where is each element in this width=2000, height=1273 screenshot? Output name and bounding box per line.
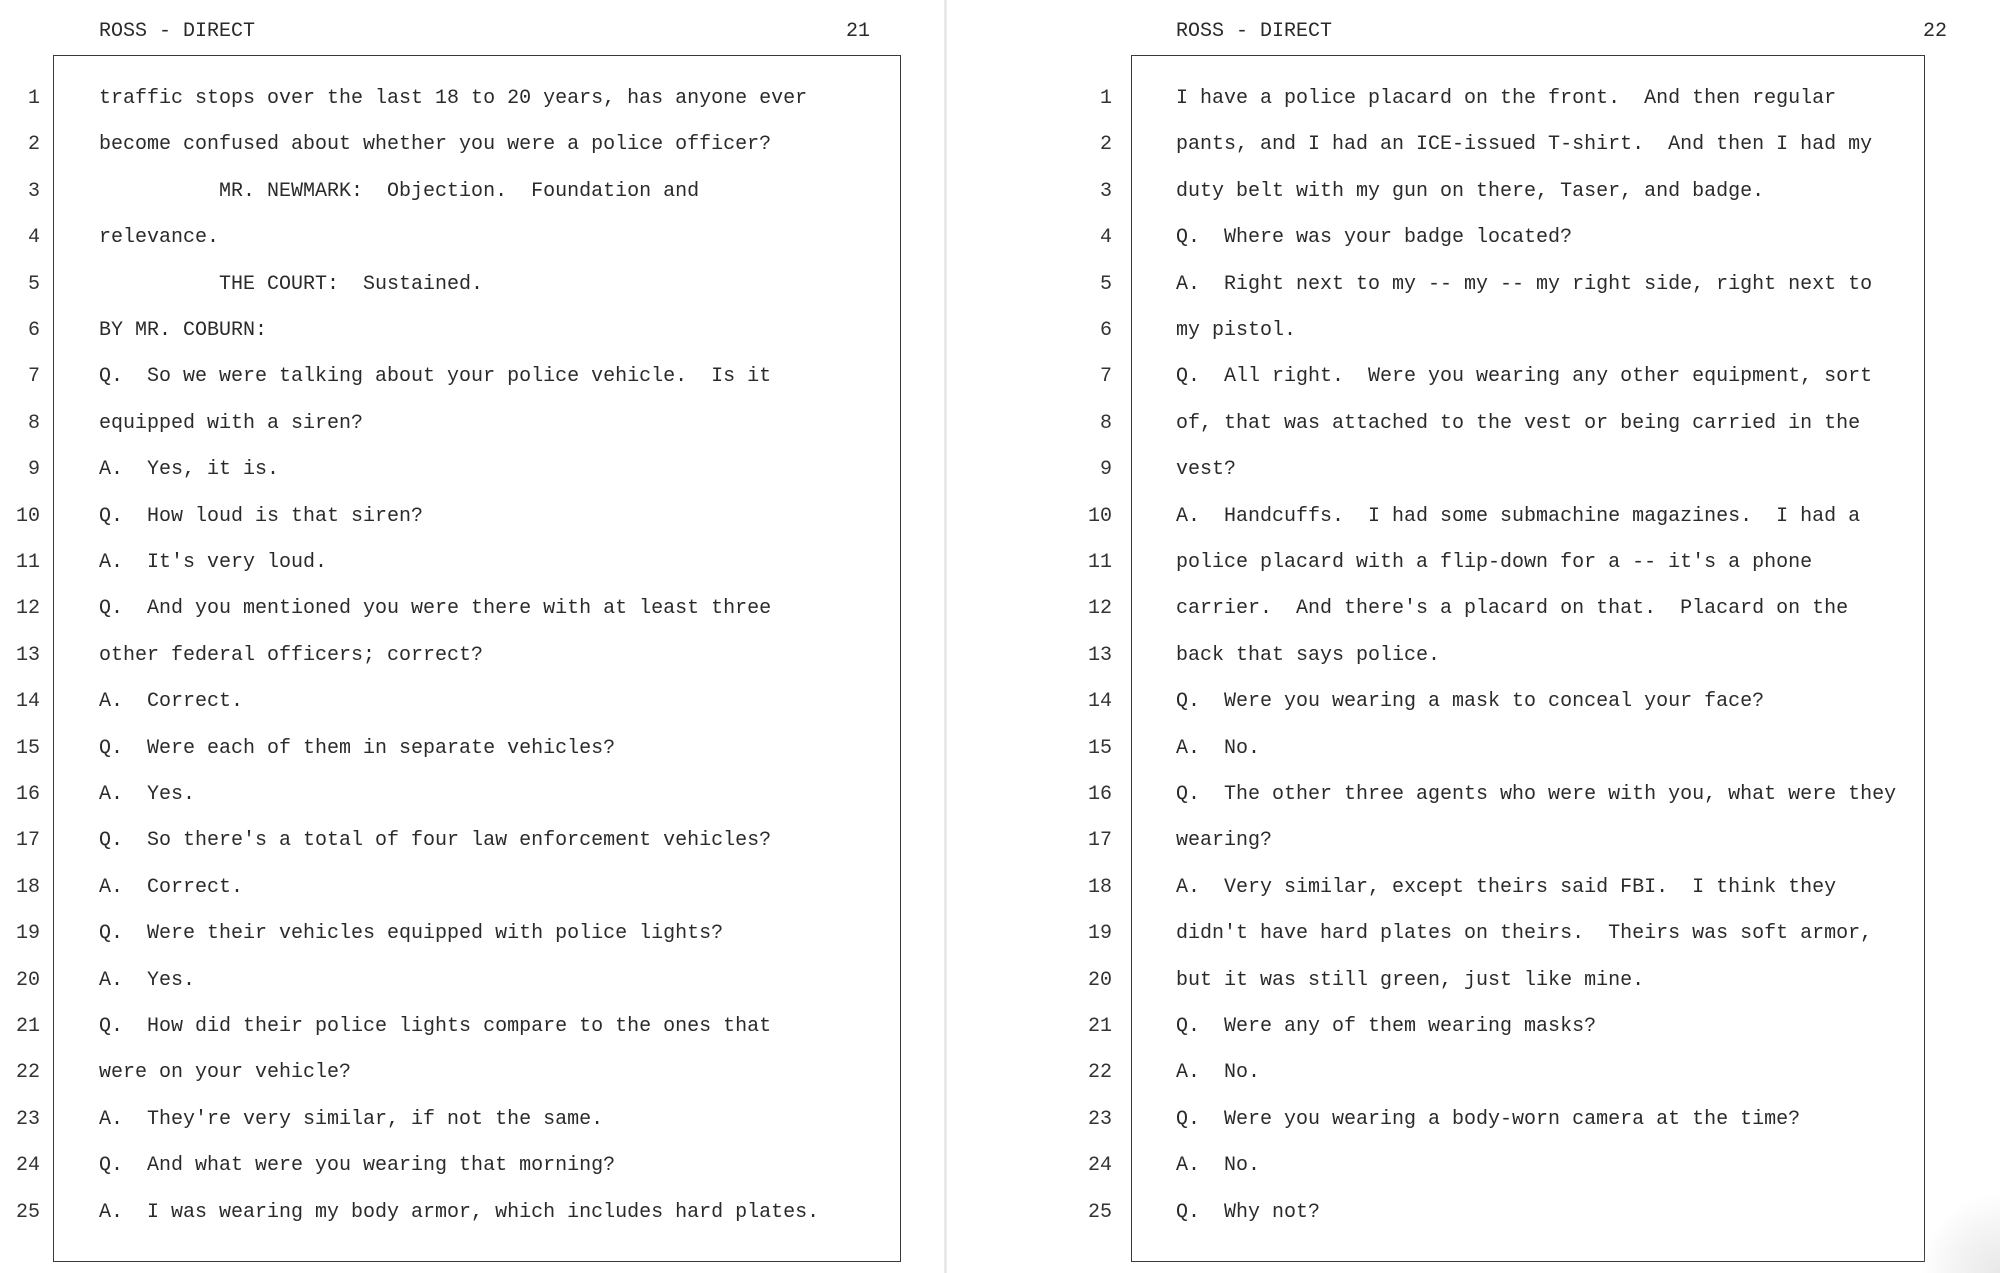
line-number: 14 [1087, 690, 1112, 713]
line-number: 17 [1087, 829, 1112, 852]
line-number: 5 [27, 273, 40, 296]
transcript-page-22 [947, 0, 2000, 1273]
transcript-line: duty belt with my gun on there, Taser, and badge. [1176, 180, 1765, 203]
line-number: 15 [1087, 737, 1112, 760]
line-number: 10 [15, 505, 40, 528]
transcript-line: Q. Were any of them wearing masks? [1176, 1015, 1597, 1038]
line-number: 2 [27, 133, 40, 156]
transcript-line: A. No. [1176, 1061, 1261, 1084]
transcript-line: vest? [1176, 458, 1237, 481]
transcript-line: A. Correct. [99, 876, 244, 899]
line-number: 8 [1099, 412, 1112, 435]
line-number: 4 [27, 226, 40, 249]
transcript-line: Q. Where was your badge located? [1176, 226, 1573, 249]
page-header-title: ROSS - DIRECT [99, 20, 256, 43]
transcript-line: relevance. [99, 226, 220, 249]
transcript-line: equipped with a siren? [99, 412, 364, 435]
line-number: 5 [1099, 273, 1112, 296]
transcript-line: traffic stops over the last 18 to 20 years, has anyone ever [99, 87, 808, 110]
line-number: 22 [15, 1061, 40, 1084]
page-number: 22 [1923, 20, 1948, 43]
page-number: 21 [846, 20, 871, 43]
transcript-line: A. No. [1176, 1154, 1261, 1177]
line-number: 11 [1087, 551, 1112, 574]
transcript-line: Q. And what were you wearing that morning? [99, 1154, 616, 1177]
line-number: 7 [27, 365, 40, 388]
transcript-line: but it was still green, just like mine. [1176, 969, 1645, 992]
transcript-line: Q. So there's a total of four law enforcement vehicles? [99, 829, 772, 852]
line-number: 6 [27, 319, 40, 342]
line-number: 8 [27, 412, 40, 435]
line-number: 3 [27, 180, 40, 203]
transcript-line: carrier. And there's a placard on that. Placard on the [1176, 597, 1849, 620]
transcript-line: Q. The other three agents who were with you, what were they [1176, 783, 1897, 806]
line-number: 1 [1099, 87, 1112, 110]
line-number: 14 [15, 690, 40, 713]
transcript-line: A. Correct. [99, 690, 244, 713]
line-number: 25 [1087, 1201, 1112, 1224]
line-number: 24 [15, 1154, 40, 1177]
line-number: 21 [1087, 1015, 1112, 1038]
transcript-line: wearing? [1176, 829, 1273, 852]
transcript-line: Q. How did their police lights compare to the ones that [99, 1015, 772, 1038]
line-number: 22 [1087, 1061, 1112, 1084]
transcript-line: A. Yes. [99, 969, 196, 992]
transcript-line: Q. And you mentioned you were there with at least three [99, 597, 772, 620]
transcript-line: Q. Were their vehicles equipped with police lights? [99, 922, 724, 945]
line-number: 17 [15, 829, 40, 852]
line-number: 16 [15, 783, 40, 806]
transcript-line: Q. Why not? [1176, 1201, 1321, 1224]
transcript-line: pants, and I had an ICE-issued T-shirt. And then I had my [1176, 133, 1873, 156]
transcript-line: become confused about whether you were a police officer? [99, 133, 772, 156]
line-number: 21 [15, 1015, 40, 1038]
transcript-line: A. Very similar, except theirs said FBI. I think they [1176, 876, 1837, 899]
transcript-line: A. Yes, it is. [99, 458, 280, 481]
transcript-line: were on your vehicle? [99, 1061, 352, 1084]
transcript-line: Q. Were each of them in separate vehicles? [99, 737, 616, 760]
line-number: 18 [15, 876, 40, 899]
line-number: 2 [1099, 133, 1112, 156]
transcript-line: A. I was wearing my body armor, which includes hard plates. [99, 1201, 820, 1224]
transcript-line: Q. How loud is that siren? [99, 505, 424, 528]
transcript-line: I have a police placard on the front. And then regular [1176, 87, 1837, 110]
transcript-line: Q. Were you wearing a body-worn camera at the time? [1176, 1108, 1801, 1131]
page-curl [1920, 1193, 2000, 1273]
line-number: 24 [1087, 1154, 1112, 1177]
line-number: 20 [15, 969, 40, 992]
page-header-title: ROSS - DIRECT [1176, 20, 1333, 43]
transcript-line: A. They're very similar, if not the same. [99, 1108, 604, 1131]
line-number: 23 [15, 1108, 40, 1131]
line-number: 9 [1099, 458, 1112, 481]
transcript-line: THE COURT: Sustained. [99, 273, 484, 296]
line-number: 15 [15, 737, 40, 760]
line-number: 6 [1099, 319, 1112, 342]
transcript-line: Q. All right. Were you wearing any other equipment, sort [1176, 365, 1873, 388]
transcript-line: Q. So we were talking about your police vehicle. Is it [99, 365, 772, 388]
transcript-line: A. No. [1176, 737, 1261, 760]
line-number: 10 [1087, 505, 1112, 528]
line-number: 3 [1099, 180, 1112, 203]
transcript-line: back that says police. [1176, 644, 1441, 667]
line-number: 23 [1087, 1108, 1112, 1131]
line-number: 12 [1087, 597, 1112, 620]
transcript-page-21 [0, 0, 948, 1273]
transcript-line: MR. NEWMARK: Objection. Foundation and [99, 180, 700, 203]
transcript-line: other federal officers; correct? [99, 644, 484, 667]
transcript-line: didn't have hard plates on theirs. Theirs was soft armor, [1176, 922, 1873, 945]
transcript-line: of, that was attached to the vest or being carried in the [1176, 412, 1861, 435]
line-number: 1 [27, 87, 40, 110]
transcript-line: A. Right next to my -- my -- my right side, right next to [1176, 273, 1873, 296]
transcript-line: A. Handcuffs. I had some submachine magazines. I had a [1176, 505, 1861, 528]
line-number: 20 [1087, 969, 1112, 992]
line-number: 12 [15, 597, 40, 620]
transcript-line: A. Yes. [99, 783, 196, 806]
transcript-line: police placard with a flip-down for a -- it's a phone [1176, 551, 1813, 574]
line-number: 19 [15, 922, 40, 945]
line-number: 18 [1087, 876, 1112, 899]
line-number: 9 [27, 458, 40, 481]
line-number: 19 [1087, 922, 1112, 945]
transcript-line: my pistol. [1176, 319, 1297, 342]
transcript-line: Q. Were you wearing a mask to conceal your face? [1176, 690, 1765, 713]
line-number: 7 [1099, 365, 1112, 388]
line-number: 13 [15, 644, 40, 667]
line-number: 11 [15, 551, 40, 574]
line-number: 25 [15, 1201, 40, 1224]
line-number: 13 [1087, 644, 1112, 667]
transcript-line: A. It's very loud. [99, 551, 328, 574]
line-number: 16 [1087, 783, 1112, 806]
line-number: 4 [1099, 226, 1112, 249]
transcript-line: BY MR. COBURN: [99, 319, 268, 342]
